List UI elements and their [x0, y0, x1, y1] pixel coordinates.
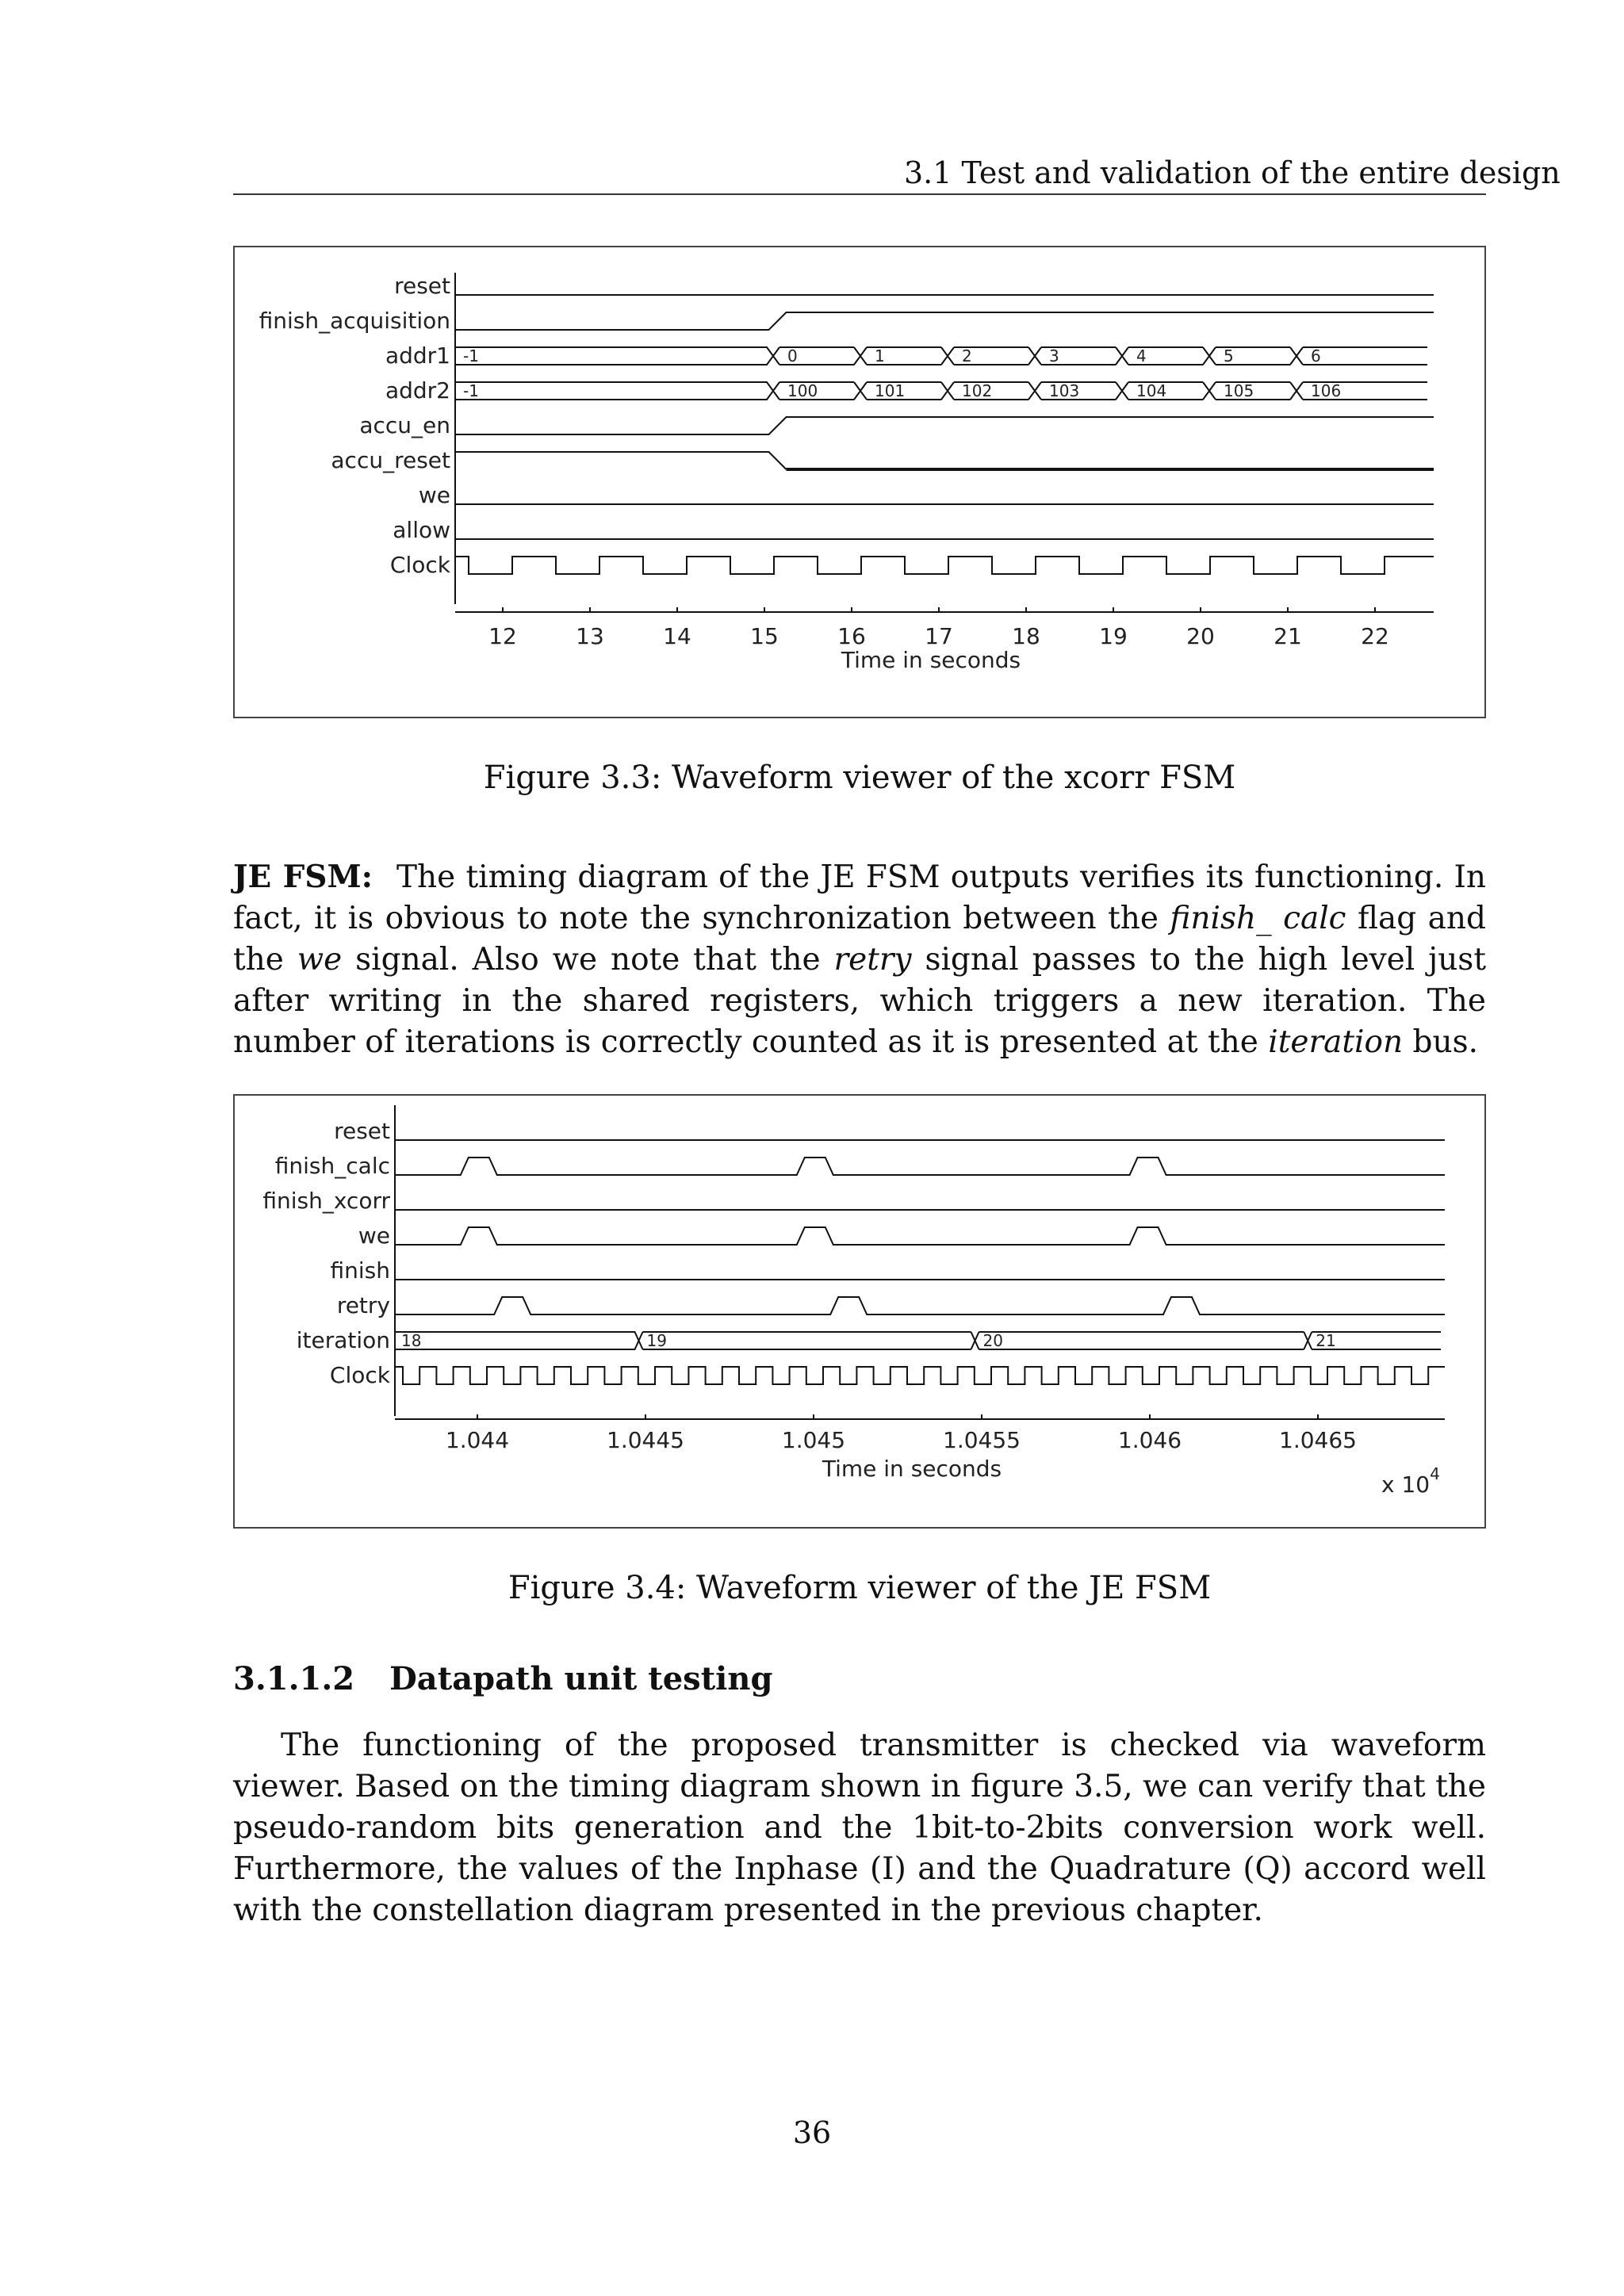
xcorr-tick-label: 21: [1274, 623, 1302, 649]
section-title: Datapath unit testing: [389, 1660, 773, 1697]
je-multiplier-base: x 10: [1381, 1471, 1431, 1498]
wave-finish_calc: [395, 1158, 1445, 1175]
addr1-value: 6: [1311, 346, 1321, 365]
addr2-value: 103: [1049, 381, 1080, 400]
addr2-value: 105: [1224, 381, 1254, 400]
xcorr-waveform-plot: [235, 247, 1484, 717]
je-axes: [395, 1105, 1445, 1419]
signal-label: addr2: [385, 377, 450, 404]
iteration-value: 19: [646, 1331, 667, 1350]
je-text-5: bus.: [1403, 1024, 1479, 1060]
addr2-value: 100: [787, 381, 818, 400]
signal-label: retry: [336, 1292, 390, 1318]
wave-addr1-bus: [455, 347, 1427, 365]
wave-accu_en: [455, 417, 1434, 434]
je-waveforms: [395, 1140, 1445, 1384]
xcorr-x-axis-label: Time in seconds: [841, 647, 1021, 673]
signal-label: we: [418, 482, 450, 508]
figure-3-4-caption: Figure 3.4: Waveform viewer of the JE FSM: [508, 1570, 1212, 1606]
je-text-4: signal passes to the high level just after writing in the shared registers, which triggers a new iteration. The number of iterations is correctly counted as it is presented at the: [233, 942, 1486, 1060]
xcorr-signal-labels: [259, 273, 451, 578]
addr2-value: 101: [875, 381, 906, 400]
iteration-value: 18: [401, 1331, 422, 1350]
iteration-value: 21: [1316, 1331, 1336, 1350]
addr2-value: 106: [1311, 381, 1342, 400]
je-signal-labels: [262, 1118, 390, 1388]
wave-iteration-bus: [395, 1332, 1441, 1349]
je-text-1: The timing diagram of the JE FSM outputs verifies its functioning. In fact, it is obvious to note the synchronization between the: [233, 859, 1486, 936]
signal-label: we: [358, 1223, 390, 1249]
signal-label: finish_calc: [274, 1153, 390, 1179]
wave-accu_reset: [455, 452, 787, 469]
xcorr-axes: [455, 273, 1434, 612]
signal-label: allow: [393, 517, 450, 543]
datapath-paragraph: The functioning of the proposed transmitter is checked via waveform viewer. Based on the timing diagram shown in figure 3.5, we can verify that the pseudo-random bits generation and the 1bit-to-2bits conversion work well. Furthermore, the values of the Inphase (I) and the Quadrature (Q) accord well with the constellation diagram presented in the previous chapter.: [233, 1728, 1486, 1928]
xcorr-tick-label: 19: [1099, 623, 1128, 649]
signal-label: addr1: [385, 342, 450, 369]
page-number: 36: [792, 2115, 832, 2150]
je-tick-label: 1.045: [781, 1427, 846, 1453]
addr1-value: 3: [1049, 346, 1059, 365]
figure-3-3-waveform: [233, 246, 1486, 718]
je-waveform-plot: [235, 1096, 1484, 1527]
je-multiplier-exp: 4: [1430, 1464, 1440, 1483]
addr1-value: 0: [787, 346, 798, 365]
signal-label: finish_acquisition: [259, 308, 450, 334]
xcorr-tick-label: 17: [925, 623, 953, 649]
je-tick-label: 1.0445: [607, 1427, 684, 1453]
wave-Clock: [455, 557, 1434, 574]
signal-label: reset: [394, 273, 450, 299]
wave-Clock: [395, 1367, 1445, 1384]
je-em-iteration: iteration: [1268, 1024, 1404, 1060]
addr2-value: 102: [962, 381, 993, 400]
je-tick-label: 1.044: [445, 1427, 510, 1453]
figure-3-4-waveform: [233, 1094, 1486, 1529]
figure-3-3-caption: Figure 3.3: Waveform viewer of the xcorr FSM: [483, 760, 1236, 796]
je-x-axis-label: Time in seconds: [822, 1456, 1002, 1482]
addr1-value: 5: [1224, 346, 1234, 365]
je-tick-label: 1.0465: [1279, 1427, 1357, 1453]
signal-label: Clock: [389, 552, 450, 578]
xcorr-tick-label: 16: [837, 623, 866, 649]
signal-label: Clock: [329, 1362, 390, 1388]
je-text-3: signal. Also we note that the: [342, 942, 834, 978]
iteration-value: 20: [982, 1331, 1003, 1350]
je-fsm-paragraph: [233, 856, 1486, 1063]
xcorr-waveforms: [455, 295, 1434, 574]
section-number: 3.1.1.2: [233, 1660, 355, 1697]
xcorr-tick-label: 13: [576, 623, 604, 649]
signal-label: finish: [330, 1257, 390, 1284]
header-rule: [233, 193, 1486, 195]
signal-label: reset: [334, 1118, 390, 1144]
addr2-value: -1: [463, 381, 479, 400]
wave-retry: [395, 1297, 1445, 1314]
xcorr-tick-label: 20: [1186, 623, 1215, 649]
signal-label: accu_reset: [331, 447, 450, 473]
wave-addr2-bus: [455, 382, 1427, 400]
wave-we: [395, 1227, 1445, 1245]
je-x-multiplier: [1381, 1464, 1440, 1498]
addr1-value: -1: [463, 346, 479, 365]
signal-label: finish_xcorr: [262, 1188, 390, 1214]
xcorr-tick-label: 12: [488, 623, 517, 649]
signal-label: iteration: [296, 1327, 390, 1353]
wave-finish_acquisition: [455, 312, 1434, 330]
je-em-we: we: [297, 942, 343, 978]
xcorr-tick-label: 14: [663, 623, 691, 649]
je-em-finish-calc: finish_ calc: [1170, 901, 1346, 936]
je-tick-label: 1.046: [1117, 1427, 1182, 1453]
xcorr-tick-label: 18: [1012, 623, 1040, 649]
signal-label: accu_en: [359, 412, 450, 438]
je-em-retry: retry: [833, 942, 912, 978]
je-tick-labels: [446, 1427, 1357, 1453]
addr1-value: 2: [962, 346, 972, 365]
xcorr-tick-labels: [488, 623, 1389, 649]
je-text-2: flag and the: [233, 901, 1487, 978]
je-fsm-heading: JE FSM:: [233, 859, 373, 895]
xcorr-tick-label: 22: [1361, 623, 1389, 649]
addr1-value: 4: [1136, 346, 1147, 365]
addr1-value: 1: [875, 346, 885, 365]
je-tick-label: 1.0455: [943, 1427, 1021, 1453]
addr2-value: 104: [1136, 381, 1167, 400]
xcorr-tick-label: 15: [750, 623, 779, 649]
running-header: 3.1 Test and validation of the entire design: [904, 155, 1561, 190]
section-heading: [233, 1660, 772, 1697]
